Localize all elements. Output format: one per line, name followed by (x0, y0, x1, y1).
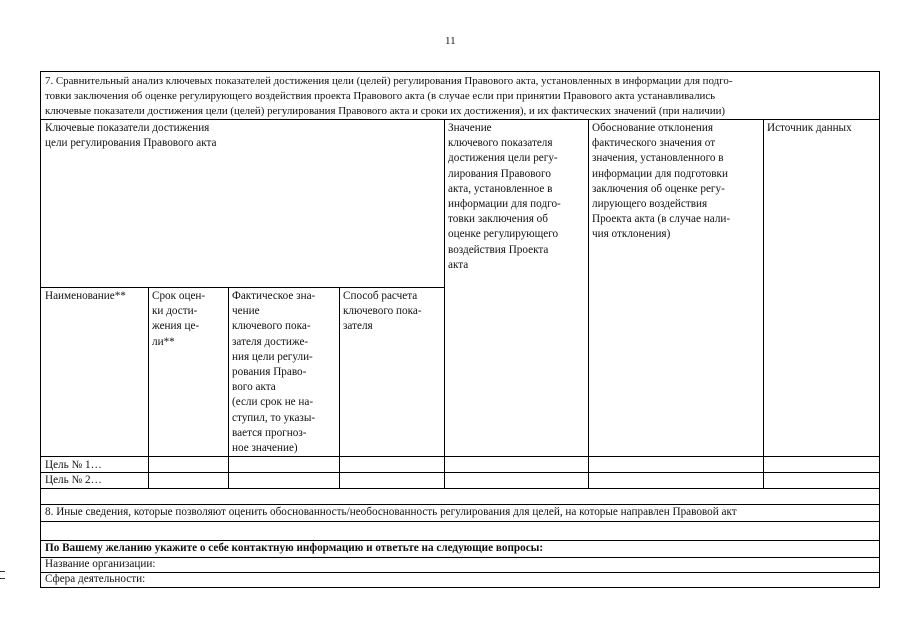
organization-label: Название организации: (45, 558, 156, 570)
rule (41, 287, 444, 288)
subheader-actual-value: Фактическое зна- чение ключевого пока- зателя достиже- ния цели регули- рования Право- вого акта (если срок не на- ступил, то указы- вается прогноз- ное значение) (232, 290, 316, 455)
data-source-header: Источник данных (767, 122, 852, 134)
key-indicators-header: Ключевые показатели достижения цели регулирования Правового акта (45, 122, 217, 150)
goal-row-1: Цель № 1… (45, 459, 102, 471)
rule (41, 472, 880, 473)
activity-label: Сфера деятельности: (45, 573, 146, 585)
rule (339, 287, 340, 488)
rule (588, 119, 589, 488)
subheader-deadline: Срок оцен- ки дости- жения це- ли** (152, 290, 206, 348)
subheader-name: Наименование** (45, 290, 126, 302)
scan-edge-mark (0, 578, 5, 579)
rule (41, 119, 880, 120)
indicator-value-header: Значение ключевого показателя достижения цели регу- лирования Правового акта, установленное в информации для подго- товки заключения об оценке регулирующего воздействия Проекта акта (448, 122, 561, 271)
goal-row-2: Цель № 2… (45, 474, 102, 486)
section-7-heading: 7. Сравнительный анализ ключевых показателей достижения цели (целей) регулирования Правового акта, установленных в информации для подго- товки заключения об оценке регулирующего воздействия проекта Правового акта (в случае если при принятии Правового акта устанавливались ключевые показатели достижения цели (целей) регулирования Правового акта и сроки их достижения), и их фактических значений (при наличии) (45, 75, 733, 117)
deviation-reason-header: Обоснование отклонения фактического значения от значения, установленного в информации для подготовки заключения об оценке регу- лирующего воздействия Проекта акта (в случае нали- чия отклонения) (592, 122, 731, 241)
rule (444, 119, 445, 488)
rule (228, 287, 229, 488)
contact-heading: По Вашему желанию укажите о себе контактную информацию и ответьте на следующие вопросы: (45, 542, 544, 554)
rule (41, 521, 880, 522)
section-8-heading: 8. Иные сведения, которые позволяют оценить обоснованность/необоснованность регулирования для целей, на которые направлен Правовой акт (45, 506, 737, 518)
rule (41, 488, 880, 489)
scan-edge-mark (0, 571, 5, 572)
page-number: 11 (445, 35, 456, 47)
rule (763, 119, 764, 488)
rule (41, 456, 880, 457)
subheader-calc-method: Способ расчета ключевого пока- зателя (343, 290, 422, 333)
analysis-form-table (40, 71, 880, 588)
rule (148, 287, 149, 488)
